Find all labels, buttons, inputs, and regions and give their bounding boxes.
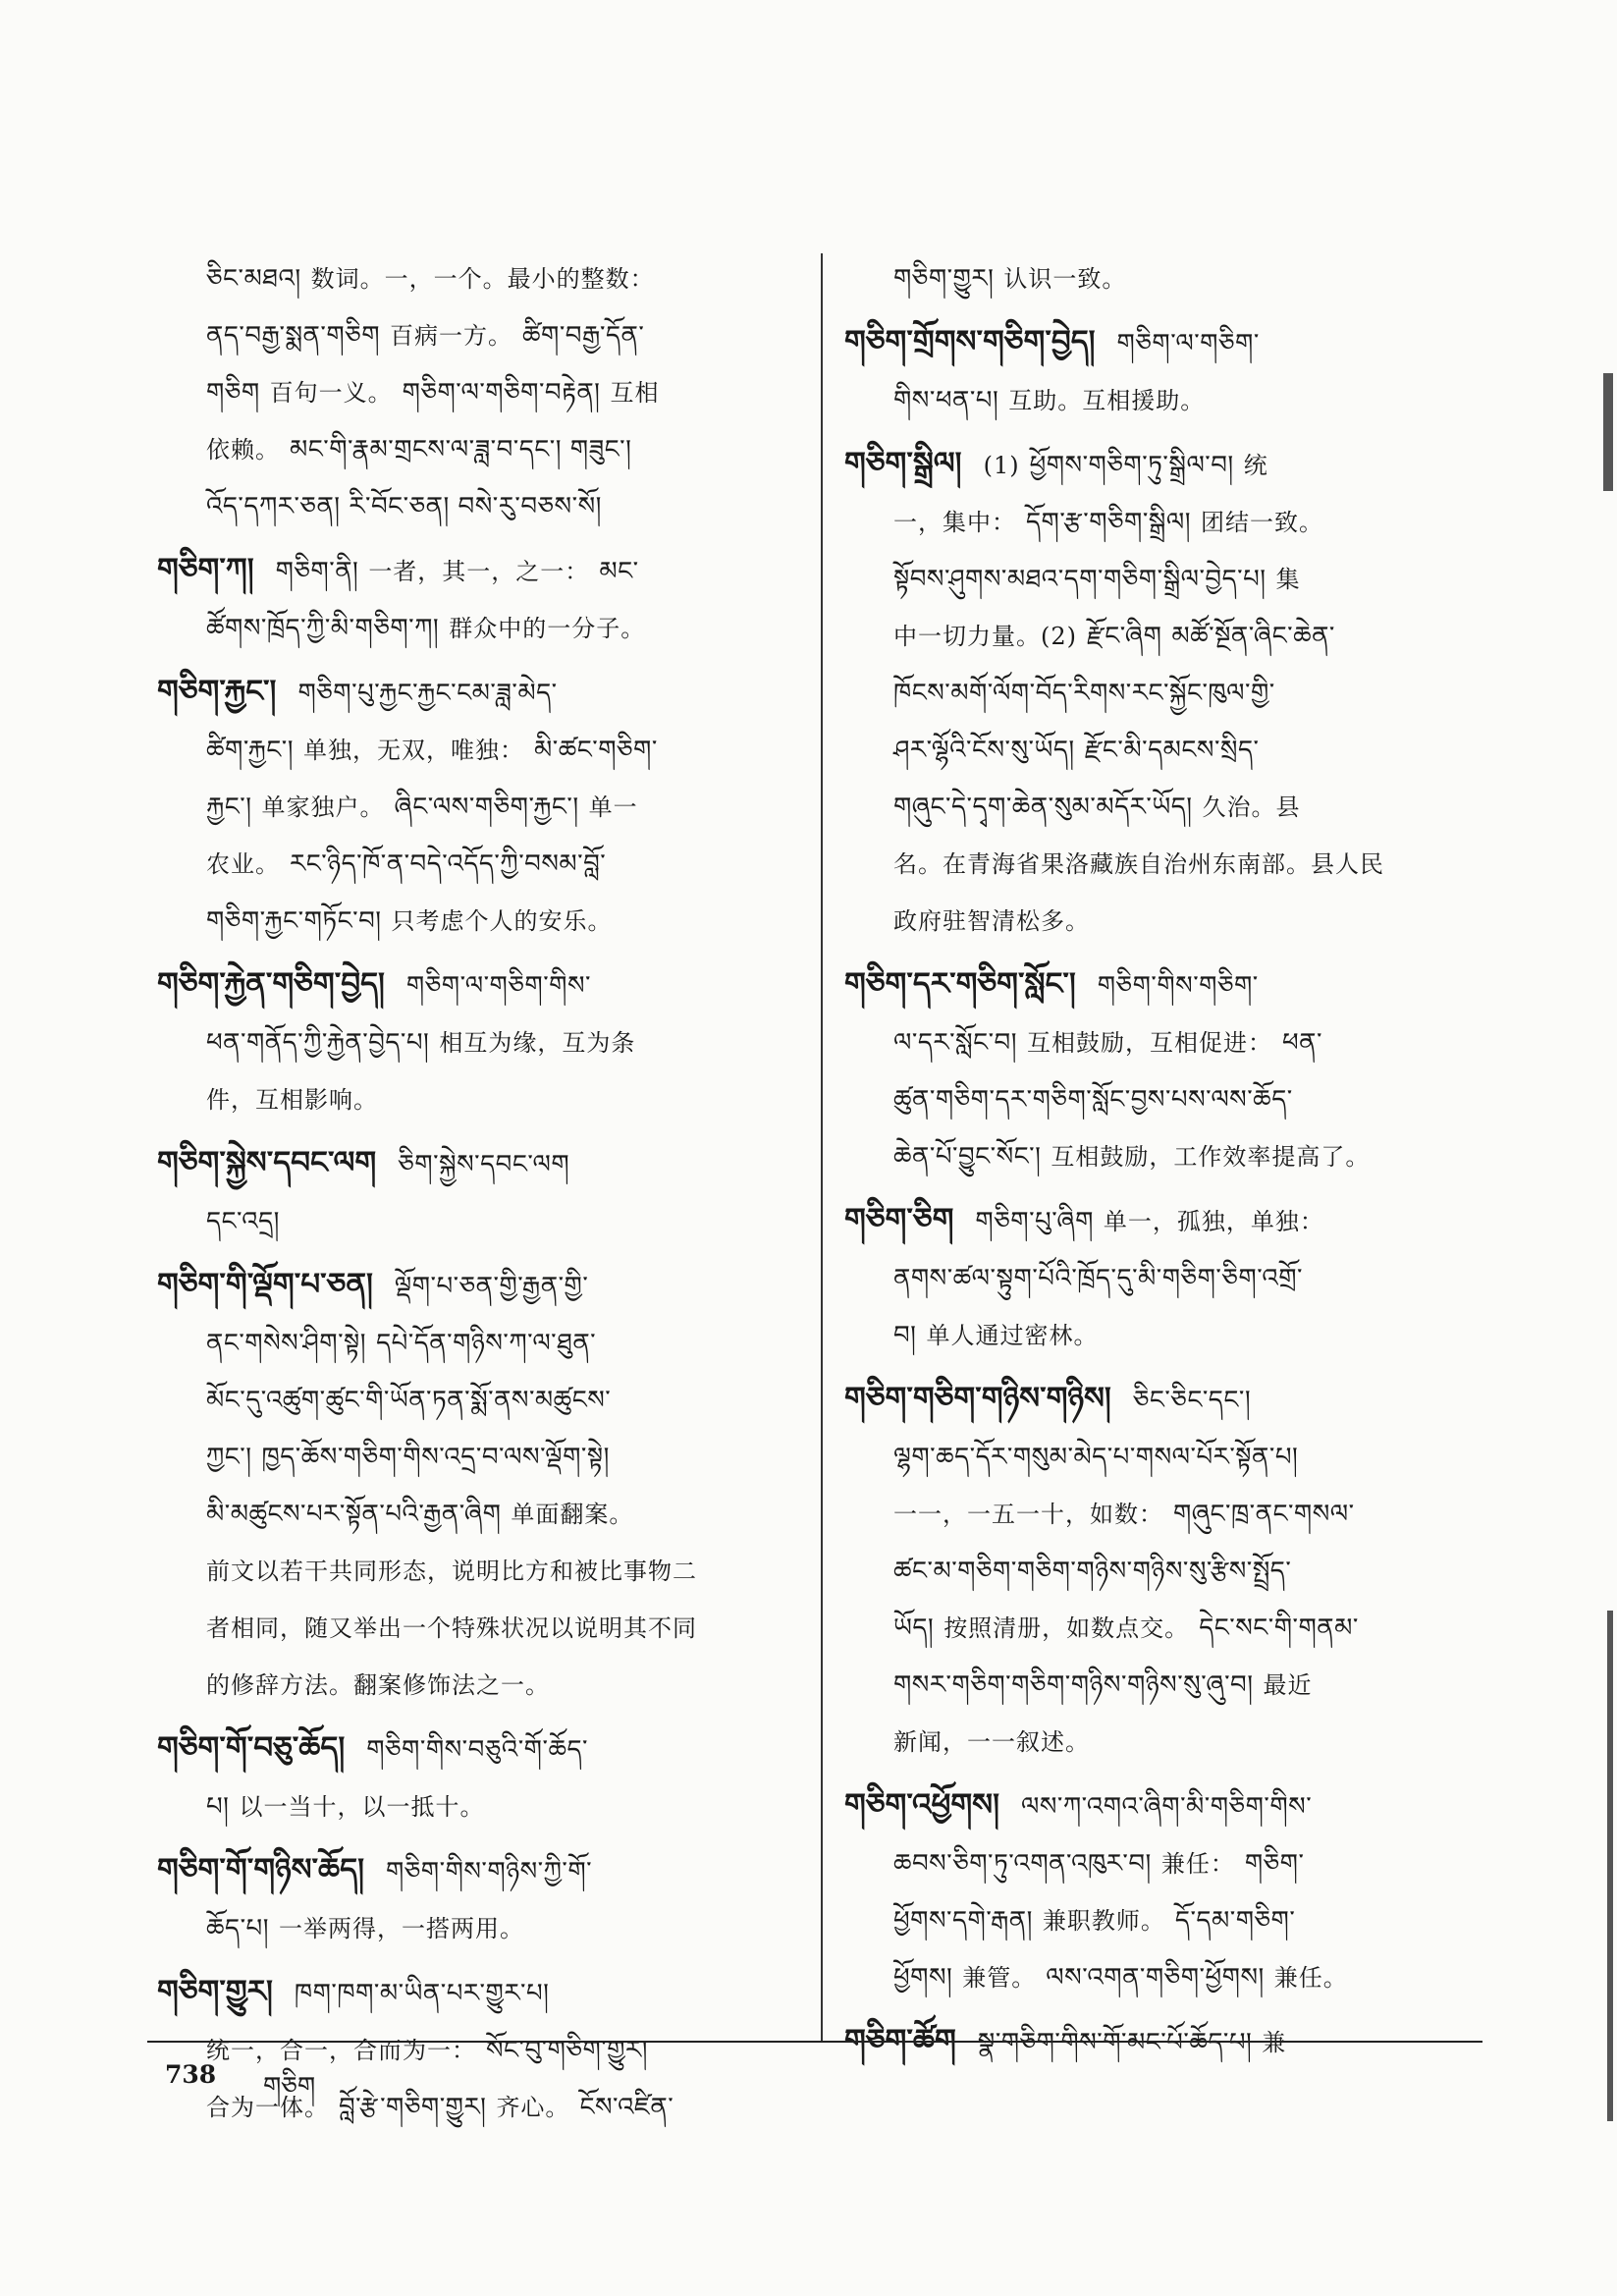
chinese-text: 政府驻智清松多。 xyxy=(893,907,1090,935)
chinese-text: 兼任： xyxy=(1160,1850,1235,1878)
chinese-text: 百病一方。 xyxy=(390,322,513,350)
tibetan-text: སྟོབས་ཤུགས་མཐའ་དག་གཅིག་སྒྲིལ་བྱེད་པ། xyxy=(893,565,1267,594)
tibetan-text: རྫོང་ཞིག xyxy=(1087,622,1162,651)
headword: གཅིག་གྱུར། xyxy=(157,1974,273,2009)
chinese-text: 一举两得，一搭两用。 xyxy=(278,1915,524,1942)
entry-line xyxy=(157,893,810,950)
entry-line xyxy=(844,1543,1492,1600)
entry-line xyxy=(157,1315,810,1372)
entry-line xyxy=(844,250,1492,307)
entry-line xyxy=(157,663,810,722)
dictionary-entry xyxy=(157,1256,810,1714)
entry-line xyxy=(157,1841,810,1900)
entry-line xyxy=(844,608,1492,665)
chinese-text: 最近 xyxy=(1263,1671,1313,1699)
tibetan-text: འོད་དཀར་ཅན། རི་བོང་ཅན། བསེ་རུ་བཅས་སོ། xyxy=(206,492,602,521)
tibetan-text: མང་ xyxy=(599,557,639,586)
tibetan-text: གཅིག་ལ་གཅིག་བརྟེན། xyxy=(402,378,601,408)
chinese-text: 名。在青海省果洛藏族自治州东南部。县人民 xyxy=(893,850,1384,878)
tibetan-text: གཅིག་པུ་ཞིག xyxy=(975,1207,1094,1236)
tibetan-text: ཚུན་གཅིག་དར་གཅིག་སློང་བྱས་པས་ལས་ཆོད་ xyxy=(893,1085,1293,1115)
tibetan-text: དཔེ་དོན་གཉིས་ཀ་ལ་ཐུན་ xyxy=(376,1329,597,1358)
tibetan-text: དང་འདྲ། xyxy=(206,1207,280,1236)
tibetan-text: གཅིག་རྐྱང་གཏོང་བ། xyxy=(206,906,382,936)
tibetan-text: དོག་རྩ་གཅིག་སྒྲིལ། xyxy=(1026,508,1191,537)
tibetan-text: ཅིང་མཐའ། xyxy=(206,264,301,294)
entry-line xyxy=(157,1720,810,1778)
chinese-text: 统一，合一，合而为一： xyxy=(206,2037,476,2064)
entry-line xyxy=(157,364,810,421)
entry-line xyxy=(157,836,810,893)
headword: གཅིག་དར་གཅིག་སློང་། xyxy=(844,966,1076,1002)
entry-line xyxy=(844,1370,1492,1429)
chinese-text: 一一，一五一十，如数： xyxy=(893,1501,1163,1528)
chinese-text: 只考虑个人的安乐。 xyxy=(391,907,613,935)
entry-line xyxy=(844,1307,1492,1364)
entry-line xyxy=(157,1543,810,1600)
tibetan-text: ཆབས་ཅིག་ཏུ་འགན་འཁུར་བ། xyxy=(893,1849,1152,1879)
tibetan-text: པ། xyxy=(206,1792,230,1822)
chinese-text: 相互为缘，互为条 xyxy=(439,1029,636,1057)
headword: གཅིག་ཚོག xyxy=(844,2023,956,2058)
tibetan-text: དོ་དམ་གཅིག་ xyxy=(1174,1906,1296,1936)
headword: གཅིག་རྐྱེན་གཅིག་བྱེད། xyxy=(157,966,385,1002)
entry-line xyxy=(157,1657,810,1714)
headword: གཅིག་གི་ལྡོག་པ་ཅན། xyxy=(157,1267,373,1302)
chinese-text: 一，集中： xyxy=(893,509,1016,536)
chinese-text: 前文以若干共同形态，说明比方和被比事物二 xyxy=(206,1558,697,1585)
dictionary-entry xyxy=(844,956,1492,1185)
entry-line xyxy=(844,1892,1492,1949)
page-number: 738 xyxy=(165,2060,217,2089)
tibetan-text: གཅིག་ནི། xyxy=(275,557,359,586)
entry-line xyxy=(157,956,810,1014)
tibetan-text: ཕྱོགས། xyxy=(893,1963,953,1993)
tibetan-text: གཅིག་གིས་གཉིས་ཀྱི་གོ་ xyxy=(385,1857,593,1886)
dictionary-entry xyxy=(844,1370,1492,1771)
entry-line xyxy=(844,1014,1492,1071)
tibetan-text: མང་གི་རྣམ་གྲངས་ལ་ཟླ་བ་དང་། གཟུང་། xyxy=(290,435,632,465)
tibetan-text: མོང་དུ་འཚུག་ཚུང་གི་ཡོན་ཏན་སྨོ་ནས་མཚུངས་ xyxy=(206,1386,612,1415)
chinese-text: 群众中的一分子。 xyxy=(449,615,646,642)
entry-line xyxy=(844,1429,1492,1486)
entry-line xyxy=(157,1134,810,1193)
tibetan-text: གཅིག་གྱུར། xyxy=(893,264,995,294)
entry-line xyxy=(844,1777,1492,1835)
entry-line xyxy=(157,722,810,779)
footer-rule xyxy=(147,2041,1482,2043)
tibetan-text: ལྷག་ཆད་དོར་གསུམ་མེད་པ་གསལ་པོར་སྟོན་པ། xyxy=(893,1443,1299,1472)
chinese-text: 者相同，随又举出一个特殊状况以说明其不同 xyxy=(206,1614,697,1642)
tibetan-text: ཚིག་རྐྱང་། xyxy=(206,736,295,765)
dictionary-entry xyxy=(157,1841,810,1957)
tibetan-text: ལ་དར་སློང་བ། xyxy=(893,1028,1017,1058)
tibetan-text: ལས་འགན་གཅིག་ཕྱོགས། xyxy=(1046,1963,1265,1993)
headword: གཅིག་ཀ། xyxy=(157,552,254,587)
tibetan-text: གཅིག་ xyxy=(1244,1849,1305,1879)
chinese-text: 互相鼓励，互相促进： xyxy=(1026,1029,1272,1057)
tibetan-text: ཀྱང་། xyxy=(206,1443,252,1472)
tibetan-text: ངོས་འཛིན་ xyxy=(579,2093,674,2122)
entry-line xyxy=(157,1256,810,1315)
chinese-text: 按照清册，如数点交。 xyxy=(943,1614,1190,1642)
tibetan-text: གཅིག་གིས་གཅིག་ xyxy=(1097,971,1259,1001)
entry-line xyxy=(157,1193,810,1250)
headword: གཅིག་གཅིག་གཉིས་གཉིས། xyxy=(844,1381,1111,1416)
tibetan-text: གཅིག་ལ་གཅིག་གིས་ xyxy=(405,971,591,1001)
tibetan-text: ལྡོག་པ་ཅན་གྱི་རྒྱན་གྱི་ xyxy=(394,1272,589,1301)
tibetan-text: ཕྱོགས་གཅིག་ཏུ་སྒྲིལ་བ། xyxy=(1029,451,1234,480)
entry-line xyxy=(844,1949,1492,2006)
tibetan-text: ཕན་ xyxy=(1281,1028,1322,1058)
entry-line xyxy=(844,722,1492,779)
entry-line xyxy=(844,956,1492,1014)
tibetan-text: བ། xyxy=(893,1321,917,1350)
tibetan-text: གིས་ཕན་པ། xyxy=(893,386,999,415)
tibetan-text: ཚིག་བརྒྱ་དོན་ xyxy=(522,321,645,351)
tibetan-text: གཅིག xyxy=(206,378,260,408)
headword: གཅིག་སྐྱེས་དབང་ལག xyxy=(157,1145,377,1180)
chinese-text: 单家独户。 xyxy=(261,793,385,821)
column-divider xyxy=(821,253,823,2041)
chinese-text: 认识一致。 xyxy=(1003,265,1127,293)
entry-line xyxy=(844,1657,1492,1714)
chinese-text: 久治。县 xyxy=(1202,793,1301,821)
tibetan-text: ལས་ཀ་འགའ་ཞིག་མི་གཅིག་གིས་ xyxy=(1020,1792,1313,1822)
dictionary-entry xyxy=(844,313,1492,429)
tibetan-text: ནང་གསེས་ཤིག་སྟེ། xyxy=(206,1329,367,1358)
entry-line xyxy=(844,893,1492,950)
entry-line xyxy=(157,1071,810,1128)
entry-line xyxy=(157,1486,810,1543)
chinese-text: 兼任。 xyxy=(1273,1964,1348,1992)
tibetan-text: གཅིག་པུ་རྐྱང་རྐྱང་ངམ་ཟླ་མེད་ xyxy=(297,679,558,708)
entry-line xyxy=(844,1486,1492,1543)
entry-line xyxy=(844,372,1492,429)
dictionary-entry xyxy=(844,1777,1492,2006)
entry-line xyxy=(844,1071,1492,1128)
tibetan-text: དེང་སང་གི་གནམ་ xyxy=(1199,1613,1359,1643)
chinese-text: 单人通过密林。 xyxy=(926,1322,1099,1349)
entry-line xyxy=(157,541,810,600)
tibetan-text: མི་མཚུངས་པར་སྟོན་པའི་རྒྱན་ཞིག xyxy=(206,1500,502,1529)
headword: གཅིག་རྐྱང་། xyxy=(157,674,277,709)
chinese-text: 依赖。 xyxy=(206,436,280,464)
headword: གཅིག་གོ་གཉིས་ཆོད། xyxy=(157,1852,364,1887)
entry-line xyxy=(844,1835,1492,1892)
entry-line xyxy=(844,1714,1492,1771)
dictionary-entry xyxy=(844,435,1492,950)
tibetan-text: གཅིག་ལ་གཅིག་ xyxy=(1116,329,1260,358)
binding-edge xyxy=(1599,0,1617,2296)
dictionary-entry xyxy=(157,541,810,657)
entry-line xyxy=(844,1250,1492,1307)
tibetan-text: ཅིག་སྐྱེས་དབང་ལག xyxy=(398,1150,570,1179)
chinese-text: 百句一义。 xyxy=(269,379,393,407)
tibetan-text: ཁག་ཁག་མ་ཡིན་པར་གྱུར་པ། xyxy=(294,1979,550,2008)
entry-line xyxy=(157,779,810,836)
chinese-text: 单一 xyxy=(588,793,638,821)
entry-line xyxy=(157,421,810,478)
tibetan-text: སྣ་གཅིག་གིས་གོ་མང་པོ་ཆོད་པ། xyxy=(977,2028,1253,2057)
entry-line xyxy=(157,2079,810,2136)
tibetan-text: རྫོང་མི་དམངས་སྲིད་ xyxy=(1084,736,1260,765)
tibetan-text: ཡོད། xyxy=(893,1613,935,1643)
dictionary-entry xyxy=(157,1963,810,2136)
chinese-text: 新闻，一一叙述。 xyxy=(893,1728,1090,1756)
entry-line xyxy=(157,1372,810,1429)
tibetan-text: ཕྱོགས་དགེ་རྒན། xyxy=(893,1906,1033,1936)
tibetan-text: རང་ཉིད་ཁོ་ན་བདེ་འདོད་ཀྱི་བསམ་བློ་ xyxy=(290,849,607,879)
entry-line xyxy=(844,551,1492,608)
tibetan-text: ཞིང་ལས་གཅིག་རྐྱང་། xyxy=(394,793,579,822)
chinese-text: 互助。互相援助。 xyxy=(1008,387,1206,414)
tibetan-text: བློ་རྩེ་གཅིག་གྱུར། xyxy=(339,2093,487,2122)
tibetan-text: གཅིག་གིས་བཅུའི་གོ་ཆོད་ xyxy=(366,1735,588,1765)
chinese-text: 互相 xyxy=(610,379,660,407)
chinese-text: 一者，其一，之一： xyxy=(368,558,590,585)
chinese-text: 合为一体。 xyxy=(206,2094,329,2121)
tibetan-text: མི་ཚང་གཅིག་ xyxy=(534,736,658,765)
tibetan-text: ཕན་གནོད་ཀྱི་རྐྱེན་བྱེད་པ། xyxy=(206,1028,430,1058)
tibetan-text: རྐྱང་། xyxy=(206,793,252,822)
chinese-text: 单面翻案。 xyxy=(511,1501,634,1528)
tibetan-text: ཁྱད་ཆོས་གཅིག་གིས་འདྲ་བ་ལས་ལྡོག་སྟེ། xyxy=(261,1443,610,1472)
entry-line xyxy=(157,307,810,364)
tibetan-text: ཆེན་པོ་བྱུང་སོང་། xyxy=(893,1142,1042,1172)
running-head: གཅིག xyxy=(263,2072,316,2102)
tibetan-text: ཁོངས་མགོ་ལོག་བོད་རིགས་རང་སྐྱོང་ཁུལ་གྱི་ xyxy=(893,679,1275,708)
tibetan-text: གཞུང་ཁྲ་ནང་གསལ་ xyxy=(1173,1500,1355,1529)
entry-line xyxy=(157,1600,810,1657)
entry-line xyxy=(844,1600,1492,1657)
dictionary-entry xyxy=(157,1134,810,1250)
tibetan-text: ཤར་ལྷོའི་ངོས་སུ་ཡོད། xyxy=(893,736,1075,765)
tibetan-text: སོང་བུ་གཅིག་གྱུར། xyxy=(486,2036,649,2065)
entry-line xyxy=(844,494,1492,551)
entry-line xyxy=(157,1900,810,1957)
chinese-text: 兼职教师。 xyxy=(1042,1907,1165,1935)
headword: གཅིག་གོ་བཅུ་ཆོད། xyxy=(157,1730,346,1766)
entry-line xyxy=(844,313,1492,372)
entry-line xyxy=(844,1128,1492,1185)
chinese-text: (1) xyxy=(983,452,1020,479)
entry-line xyxy=(157,1429,810,1486)
tibetan-text: མཚོ་སྔོན་ཞིང་ཆེན་ xyxy=(1171,622,1335,651)
headword: གཅིག་ཅིག xyxy=(844,1202,954,1237)
entry-line xyxy=(844,836,1492,893)
dictionary-entry xyxy=(157,956,810,1128)
entry-line xyxy=(157,1778,810,1835)
right-column xyxy=(844,250,1492,2080)
headword: གཅིག་འཕྱོགས། xyxy=(844,1787,999,1823)
entry-line xyxy=(844,435,1492,494)
entry-line xyxy=(157,600,810,657)
chinese-text: 件，互相影响。 xyxy=(206,1086,378,1114)
chinese-text: 互相鼓励，工作效率提高了。 xyxy=(1051,1143,1371,1171)
tibetan-text: ཅིང་ཅིང་དང་། xyxy=(1132,1386,1252,1415)
tibetan-text: ཚང་མ་གཅིག་གཅིག་གཉིས་གཉིས་སུ་རྩིས་སྤྲོད་ xyxy=(893,1557,1292,1586)
chinese-text: 统 xyxy=(1243,452,1268,479)
chinese-text: 的修辞方法。翻案修饰法之一。 xyxy=(206,1671,550,1699)
chinese-text: 齐心。 xyxy=(496,2094,570,2121)
dictionary-entry xyxy=(844,250,1492,307)
chinese-text: 兼 xyxy=(1262,2029,1287,2056)
tibetan-text: ནགས་ཚལ་སྟུག་པོའི་ཁྲོད་དུ་མི་གཅིག་ཅིག་འགྲོ་ xyxy=(893,1264,1304,1293)
left-column xyxy=(157,250,810,2122)
headword: གཅིག་གྲོགས་གཅིག་བྱེད། xyxy=(844,324,1096,359)
chinese-text: 农业。 xyxy=(206,850,280,878)
chinese-text: 单独，无双，唯独： xyxy=(303,737,525,764)
entry-line xyxy=(844,1191,1492,1250)
headword: གཅིག་སྒྲིལ། xyxy=(844,446,962,481)
entry-line xyxy=(844,779,1492,836)
chinese-text: 以一当十，以一抵十。 xyxy=(239,1793,485,1821)
entry-line xyxy=(157,250,810,307)
chinese-text: 数词。一，一个。最小的整数： xyxy=(310,265,655,293)
chinese-text: 单一，孤独，单独： xyxy=(1103,1208,1324,1235)
entry-line xyxy=(157,1963,810,2022)
tibetan-text: གསར་གཅིག་གཅིག་གཉིས་གཉིས་སུ་ཞུ་བ། xyxy=(893,1670,1254,1700)
entry-line xyxy=(157,478,810,535)
dictionary-entry xyxy=(157,1720,810,1835)
chinese-text: 中一切力量。(2) xyxy=(893,623,1077,650)
tibetan-text: ནད་བརྒྱ་སྨན་གཅིག xyxy=(206,321,381,351)
entry-line xyxy=(157,2022,810,2079)
tibetan-text: ཚོགས་ཁྲོད་ཀྱི་མི་གཅིག་ཀ། xyxy=(206,614,440,643)
chinese-text: 团结一致。 xyxy=(1200,509,1323,536)
tibetan-text: གཞུང་དེ་དྭག་ཆེན་སུམ་མདོར་ཡོད། xyxy=(893,793,1193,822)
dictionary-entry xyxy=(157,250,810,535)
entry-line xyxy=(157,1014,810,1071)
tibetan-text: ཆོད་པ། xyxy=(206,1914,269,1943)
entry-line xyxy=(844,665,1492,722)
chinese-text: 集 xyxy=(1275,566,1301,593)
chinese-text: 兼管。 xyxy=(962,1964,1037,1992)
dictionary-entry xyxy=(157,663,810,950)
dictionary-entry xyxy=(844,1191,1492,1364)
